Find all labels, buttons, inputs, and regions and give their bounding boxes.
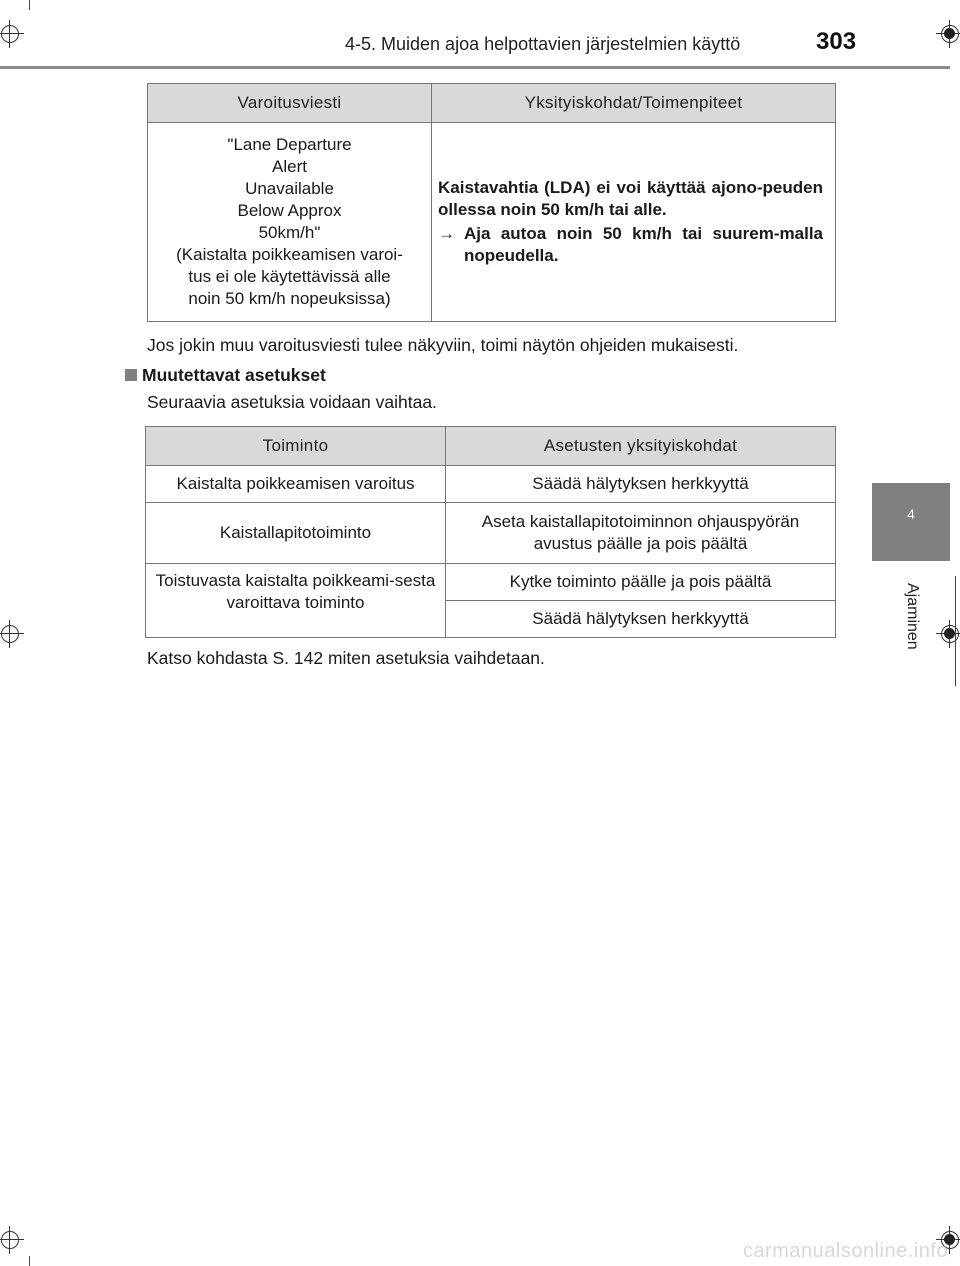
crop-mark-top-left	[0, 20, 24, 48]
message-line: 50km/h"	[258, 223, 321, 242]
section-intro: Seuraavia asetuksia voidaan vaihtaa.	[147, 392, 437, 412]
message-line: Alert	[272, 157, 307, 176]
message-line: Below Approx	[237, 201, 342, 220]
table-header-cell: Toiminto	[146, 427, 446, 466]
warning-message-cell	[148, 123, 432, 322]
watermark: carmanualsonline.info	[742, 1240, 948, 1262]
settings-table	[145, 426, 836, 638]
chapter-label: Ajaminen	[904, 583, 921, 650]
trim-line-right	[955, 576, 956, 686]
function-cell: Kaistalta poikkeamisen varoitus	[146, 466, 446, 503]
square-bullet-icon	[125, 369, 137, 381]
header-rule	[0, 66, 950, 69]
arrow-icon: →	[438, 224, 455, 243]
warning-detail-text: Kaistavahtia (LDA) ei voi käyttää ajono-peuden ollessa noin 50 km/h tai alle.	[438, 178, 823, 219]
message-line: Unavailable	[245, 179, 334, 198]
details-cell: Kytke toiminto päälle ja pois päältä	[446, 564, 836, 601]
message-line: noin 50 km/h nopeuksissa)	[188, 289, 391, 308]
crop-mark-top-right	[936, 20, 960, 48]
function-cell: Toistuvasta kaistalta poikkeami-sesta varoittava toiminto	[146, 564, 446, 638]
action-text: Aja autoa noin 50 km/h tai suurem-malla nopeudella.	[464, 224, 823, 265]
chapter-number: 4	[907, 506, 915, 522]
table-row	[148, 123, 836, 322]
message-line: "Lane Departure	[227, 135, 352, 154]
crop-mark-mid-left	[0, 620, 24, 648]
table-row	[146, 466, 836, 503]
function-cell: Kaistallapitotoiminto	[146, 503, 446, 564]
message-line: tus ei ole käytettävissä alle	[188, 267, 391, 286]
crop-mark-bottom-left	[0, 1226, 24, 1254]
chapter-tab	[872, 483, 950, 561]
message-line: (Kaistalta poikkeamisen varoi-	[176, 245, 403, 264]
table-header-cell: Asetusten yksityiskohdat	[446, 427, 836, 466]
details-cell: Säädä hälytyksen herkkyyttä	[446, 601, 836, 638]
section-title: 4-5. Muiden ajoa helpottavien järjestelmien käyttö	[345, 34, 741, 54]
table-row	[146, 503, 836, 564]
crop-mark-mid-right	[936, 620, 960, 648]
details-cell: Aseta kaistallapitotoiminnon ohjauspyörän avustus päälle ja pois päältä	[446, 503, 836, 564]
paragraph-other-warning: Jos jokin muu varoitusviesti tulee näkyviin, toimi näytön ohjeiden mukaisesti.	[147, 335, 739, 355]
paragraph-reference: Katso kohdasta S. 142 miten asetuksia vaihdetaan.	[147, 648, 545, 668]
table-header-row	[148, 84, 836, 123]
table-header-cell: Yksityiskohdat/Toimenpiteet	[432, 84, 836, 123]
trim-line-top	[29, 0, 30, 10]
details-cell: Säädä hälytyksen herkkyyttä	[446, 466, 836, 503]
section-heading-text: Muutettavat asetukset	[142, 365, 326, 385]
table-header-cell: Varoitusviesti	[148, 84, 432, 123]
section-heading	[125, 365, 326, 386]
table-header-row	[146, 427, 836, 466]
trim-line-bottom	[29, 1256, 30, 1266]
warning-detail-cell	[432, 123, 836, 322]
action-item	[438, 223, 823, 267]
table-row	[146, 564, 836, 601]
page-number: 303	[816, 28, 857, 55]
warning-message-table	[147, 83, 836, 322]
